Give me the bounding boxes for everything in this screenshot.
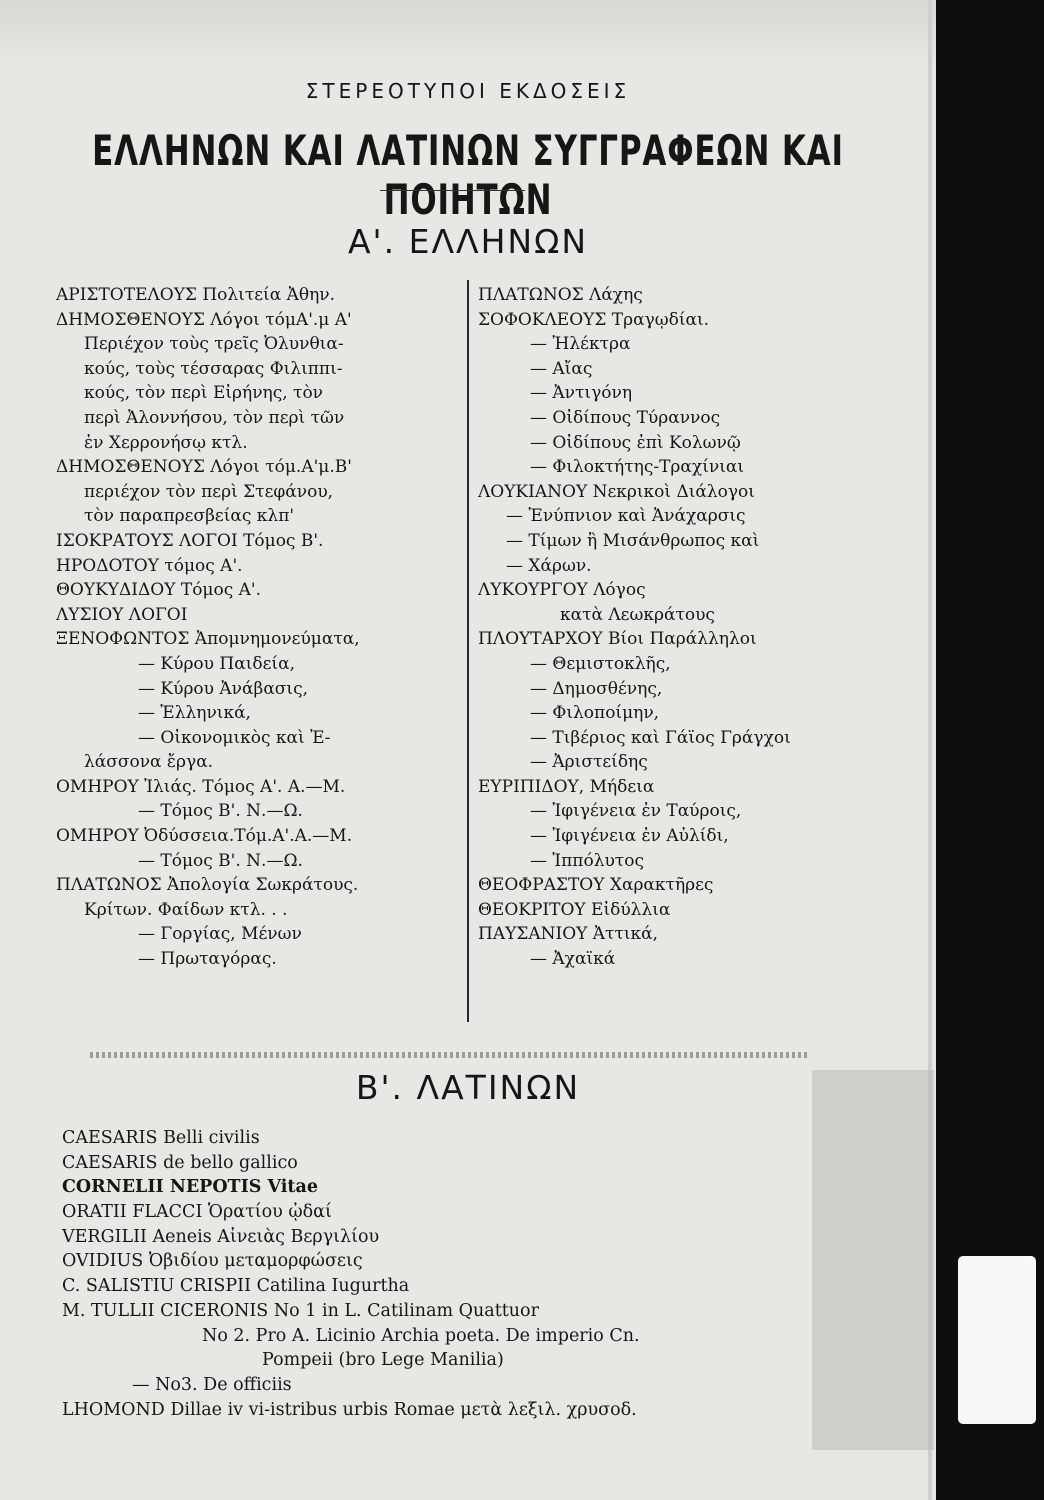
list-item: ΠΛΑΤΩΝΟΣ Ἀπολογία Σωκράτους.	[56, 875, 359, 896]
list-item: — Κύρου Ἀνάβασις,	[138, 678, 308, 699]
list-item: περὶ Ἀλοννήσου, τὸν περὶ τῶν	[84, 407, 345, 428]
list-item: LHOMOND Dillae iv vi-istribus urbis Romae μετὰ λεξιλ. χρυσοδ.	[62, 1399, 637, 1420]
list-item: — Τόμος Β'. Ν.—Ω.	[138, 801, 303, 822]
list-item: — Φιλοκτήτης-Τραχίνιαι	[530, 457, 745, 478]
list-item: CAESARIS de bello gallico	[62, 1152, 298, 1173]
list-item: ΠΛΑΤΩΝΟΣ Λάχης	[478, 285, 643, 305]
list-item: κατὰ Λεωκράτους	[560, 604, 715, 625]
list-item: — Ἀντιγόνη	[530, 383, 632, 404]
list-item: — Τιβέριος καὶ Γάϊος Γράγχοι	[530, 727, 791, 748]
list-item: ΘΕΟΚΡΙΤΟΥ Εἰδύλλια	[478, 899, 671, 920]
list-item: — Ἀριστείδης	[530, 752, 648, 773]
list-item: ΣΟΦΟΚΛΕΟΥΣ Τραγῳδίαι.	[478, 309, 710, 330]
list-item: — Οἰδίπους Τύραννος	[530, 407, 721, 428]
list-item: Κρίτων. Φαίδων κτλ. . .	[84, 899, 288, 920]
section-separator	[90, 1052, 810, 1058]
series-title: ΣΤΕΡΕΟΤΥΠΟΙ ΕΚΔΟΣΕΙΣ	[305, 79, 631, 103]
list-item: ΔΗΜΟΣΘΕΝΟΥΣ Λόγοι τόμΑ'.μ Α'	[56, 309, 352, 330]
list-item: — Θεμιστοκλῆς,	[530, 653, 671, 674]
column-divider	[467, 280, 469, 1022]
list-item: ΟΜΗΡΟΥ Ὀδύσσεια.Τόμ.Α'.Α.—Μ.	[56, 826, 353, 847]
list-item: περιέχον τὸν περὶ Στεφάνου,	[84, 481, 334, 502]
title-rule	[380, 190, 525, 191]
list-item: — Ἐνύπνιον καὶ Ἀνάχαρσις	[506, 506, 746, 527]
page-title: ΕΛΛΗΝΩΝ ΚΑΙ ΛΑΤΙΝΩΝ ΣΥΓΓΡΑΦΕΩΝ ΚΑΙ ΠΟΙΗΤΩΝ	[92, 126, 844, 224]
paper-tab	[958, 1256, 1036, 1424]
list-item: — Ἰφιγένεια ἐν Ταύροις,	[530, 801, 742, 822]
list-item: — Ἠλέκτρα	[530, 334, 631, 355]
list-item: — Ἱππόλυτος	[530, 850, 644, 871]
list-item: ΞΕΝΟΦΩΝΤΟΣ Ἀπομνημονεύματα,	[56, 629, 360, 650]
list-item: CORNELII NEPOTIS Vitae	[62, 1177, 318, 1198]
list-item: ΛΟΥΚΙΑΝΟΥ Νεκρικοὶ Διάλογοι	[478, 481, 755, 502]
list-item: ΘΟΥΚΥΔΙΔΟΥ Τόμος Α'.	[56, 580, 261, 601]
latin-list	[62, 1126, 862, 1422]
list-item: ἐν Χερρονήσῳ κτλ.	[84, 432, 248, 453]
list-item: — Ἀχαϊκά	[530, 949, 616, 970]
list-item: — Οἰδίπους ἐπὶ Κολωνῷ	[530, 432, 741, 453]
list-item: ΑΡΙΣΤΟΤΕΛΟΥΣ Πολιτεία Ἀθην.	[56, 285, 336, 305]
list-item: Pompeii (bro Lege Manilia)	[262, 1350, 504, 1371]
list-item: ΕΥΡΙΠΙΔΟΥ, Μήδεια	[478, 776, 655, 797]
list-item: κούς, τὸν περὶ Εἰρήνης, τὸν	[84, 383, 324, 404]
list-item: M. TULLII CICERONIS No 1 in L. Catilinam Quattuor	[62, 1300, 539, 1321]
list-item: — Αἴας	[530, 358, 593, 379]
greek-right-column	[478, 283, 868, 972]
list-item: ΛΥΣΙΟΥ ΛΟΓΟΙ	[56, 604, 188, 625]
list-item: ΔΗΜΟΣΘΕΝΟΥΣ Λόγοι τόμ.Α'μ.Β'	[56, 457, 352, 478]
list-item: ΙΣΟΚΡΑΤΟΥΣ ΛΟΓΟΙ Τόμος Β'.	[56, 530, 324, 551]
list-item: CAESARIS Belli civilis	[62, 1128, 260, 1148]
list-item: — Κύρου Παιδεία,	[138, 653, 295, 674]
list-item: — Οἰκονομικὸς καὶ Ἐ-	[138, 727, 331, 748]
list-item: Περιέχον τοὺς τρεῖς Ὀλυνθια-	[84, 334, 344, 355]
list-item: ΟΜΗΡΟΥ Ἰλιάς. Τόμος Α'. Α.—Μ.	[56, 776, 346, 797]
list-item: No 2. Pro A. Licinio Archia poeta. De imperio Cn.	[202, 1325, 640, 1346]
list-item: — Πρωταγόρας.	[138, 949, 277, 970]
list-item: ΠΑΥΣΑΝΙΟΥ Ἀττικά,	[478, 924, 659, 945]
greek-section-heading: Α'. ΕΛΛΗΝΩΝ	[347, 222, 589, 261]
list-item: — Δημοσθένης,	[530, 678, 663, 699]
greek-left-column	[56, 283, 464, 972]
list-item: OVIDIUS Ὀβιδίου μεταμορφώσεις	[62, 1251, 363, 1272]
list-item: — Φιλοποίμην,	[530, 703, 660, 724]
list-item: — Ἰφιγένεια ἐν Αὐλίδι,	[530, 826, 729, 847]
list-item: τὸν παραπρεσβείας κλπ'	[84, 506, 295, 527]
list-item: λάσσονα ἔργα.	[84, 752, 214, 773]
list-item: — Τίμων ἢ Μισάνθρωπος καὶ	[506, 530, 760, 551]
list-item: — Χάρων.	[506, 555, 592, 576]
list-item: ΛΥΚΟΥΡΓΟΥ Λόγος	[478, 580, 646, 601]
list-item: C. SALISTIU CRISPII Catilina Iugurtha	[62, 1276, 410, 1297]
list-item: VERGILII Aeneis Αἰνειὰς Βεργιλίου	[62, 1226, 380, 1247]
list-item: — Τόμος Β'. Ν.—Ω.	[138, 850, 303, 871]
page-shadow	[0, 0, 936, 70]
list-item: ORATII FLACCI Ὁρατίου ᾠδαί	[62, 1202, 332, 1223]
list-item: — Ἑλληνικά,	[138, 703, 251, 724]
latin-section-heading: Β'. ΛΑΤΙΝΩΝ	[355, 1068, 581, 1107]
list-item: — No3. De officiis	[132, 1374, 292, 1395]
list-item: ΗΡΟΔΟΤΟΥ τόμος Α'.	[56, 555, 243, 576]
list-item: κούς, τοὺς τέσσαρας Φιλιππι-	[84, 358, 343, 379]
list-item: ΘΕΟΦΡΑΣΤΟΥ Χαρακτῆρες	[478, 875, 714, 896]
list-item: ΠΛΟΥΤΑΡΧΟΥ Βίοι Παράλληλοι	[478, 629, 757, 650]
list-item: — Γοργίας, Μένων	[138, 924, 302, 945]
